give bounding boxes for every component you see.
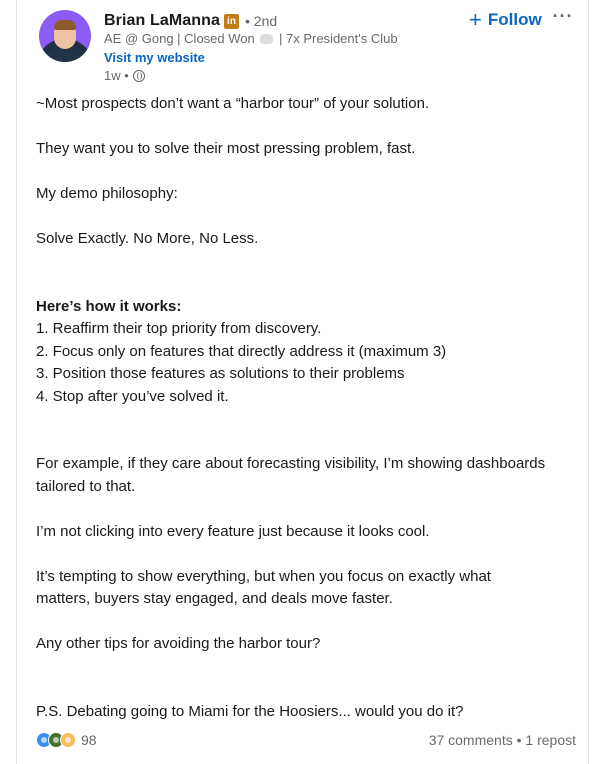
reactions-summary[interactable] bbox=[36, 732, 97, 748]
post-blank-line bbox=[36, 408, 576, 431]
linkedin-premium-icon: in bbox=[224, 14, 239, 29]
author-name-row bbox=[104, 10, 277, 32]
post-line: Any other tips for avoiding the harbor tour? bbox=[36, 635, 321, 652]
globe-icon bbox=[133, 70, 145, 82]
post-line: matters, buyers stay engaged, and deals move faster. bbox=[36, 590, 393, 607]
linkedin-post-card bbox=[16, 0, 589, 764]
post-list-item: 4. Stop after you’ve solved it. bbox=[36, 387, 229, 405]
post-line: It’s tempting to show everything, but when you focus on exactly what bbox=[36, 567, 491, 585]
post-blank-line bbox=[36, 678, 576, 701]
post-list-item: 2. Focus only on features that directly address it (maximum 3) bbox=[36, 342, 447, 360]
post-blank-line bbox=[36, 116, 576, 139]
post-line: P.S. Debating going to Miami for the Hoosiers... would you do it? bbox=[36, 702, 464, 720]
insight-icon bbox=[60, 732, 76, 748]
post-line: For example, if they care about forecasting visibility, I’m showing dashboards bbox=[36, 455, 546, 472]
post-line: I’m not clicking into every feature just because it looks cool. bbox=[36, 522, 430, 540]
post-line: ~Most prospects don’t want a “harbor tour” of your solution. bbox=[36, 95, 430, 112]
avatar-hair bbox=[54, 20, 76, 30]
post-blank-line bbox=[36, 498, 576, 521]
visit-website-link[interactable]: Visit my website bbox=[104, 50, 205, 65]
post-blank-line bbox=[36, 656, 576, 679]
post-time: 1w • bbox=[104, 68, 129, 83]
post-meta bbox=[104, 68, 145, 83]
connection-degree: • 2nd bbox=[245, 13, 278, 29]
post-blank-line bbox=[36, 206, 576, 229]
post-blank-line bbox=[36, 251, 576, 274]
plus-icon: + bbox=[469, 7, 482, 32]
comments-reposts-link[interactable]: 37 comments • 1 repost bbox=[428, 732, 576, 748]
post-blank-line bbox=[36, 273, 576, 296]
post-list-item: 3. Position those features as solutions to their problems bbox=[36, 365, 405, 382]
headline-before-icon: AE @ Gong | Closed Won bbox=[104, 31, 255, 46]
headline-after-icon: | 7x President's Club bbox=[279, 31, 398, 46]
post-footer bbox=[36, 732, 576, 754]
reaction-count: 98 bbox=[81, 732, 97, 748]
post-section-heading: Here’s how it works: bbox=[36, 297, 182, 315]
more-icon[interactable]: ··· bbox=[552, 6, 574, 26]
post-blank-line bbox=[36, 431, 576, 454]
goat-icon bbox=[260, 34, 273, 44]
author-name[interactable]: Brian LaManna bbox=[104, 12, 220, 29]
post-line: My demo philosophy: bbox=[36, 185, 178, 202]
post-line: Solve Exactly. No More, No Less. bbox=[36, 230, 259, 247]
author-avatar[interactable] bbox=[39, 10, 91, 62]
follow-button[interactable] bbox=[469, 6, 542, 34]
post-line: tailored to that. bbox=[36, 477, 136, 495]
post-body bbox=[36, 93, 576, 723]
follow-label: Follow bbox=[487, 10, 542, 29]
post-blank-line bbox=[36, 611, 576, 634]
author-headline bbox=[104, 31, 398, 46]
post-blank-line bbox=[36, 161, 576, 184]
post-header bbox=[37, 6, 577, 86]
post-line: They want you to solve their most pressing problem, fast. bbox=[36, 140, 416, 157]
post-blank-line bbox=[36, 543, 576, 566]
post-list-item: 1. Reaffirm their top priority from discovery. bbox=[36, 320, 322, 337]
